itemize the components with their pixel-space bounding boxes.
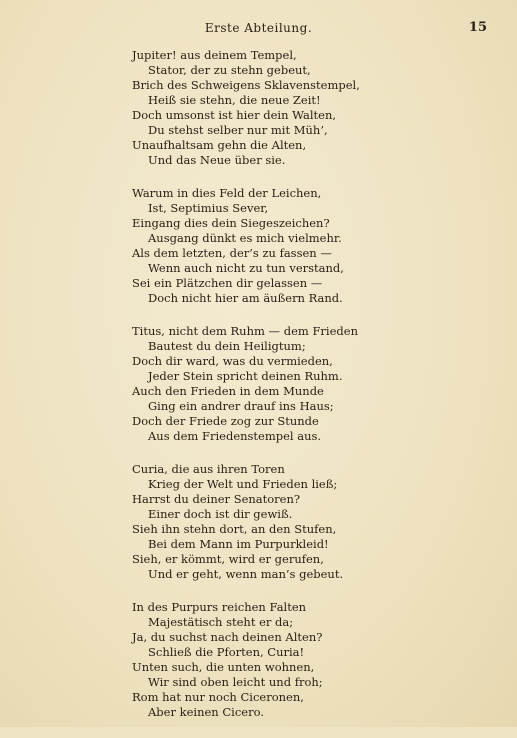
poem-line: Stator, der zu stehn gebeut, [148,63,311,77]
poem-line: Eingang dies dein Siegeszeichen? [132,216,330,230]
poem-line: Rom hat nur noch Ciceronen, [132,690,304,704]
stanza [132,48,392,168]
poem-line: Auch den Frieden in dem Munde [132,384,324,398]
poem-line: Sieh ihn stehn dort, an den Stufen, [132,522,337,536]
poem-line: Krieg der Welt und Frieden ließ; [148,477,338,491]
page-number: 15 [468,20,487,35]
poem-line: Curia, die aus ihren Toren [132,462,285,476]
poem-line: Jupiter! aus deinem Tempel, [132,48,297,62]
poem-line: Wenn auch nicht zu tun verstand, [148,261,344,275]
poem-body [132,48,392,738]
poem-line: Bei dem Mann im Purpurkleid! [148,537,329,551]
poem-line: Titus, nicht dem Ruhm — dem Frieden [132,324,358,338]
poem-line: Bautest du dein Heiligtum; [148,339,306,353]
stanza [132,462,392,582]
poem-line: Als dem letzten, der’s zu fassen — [132,246,332,260]
poem-line: Doch der Friede zog zur Stunde [132,414,319,428]
poem-line: Ging ein andrer drauf ins Haus; [148,399,334,413]
poem-line: Ist, Septimius Sever, [148,201,269,215]
poem-line: Aber keinen Cicero. [148,705,264,719]
poem-line: Brich des Schweigens Sklavenstempel, [132,78,360,92]
poem-line: Ja, du suchst nach deinen Alten? [132,630,323,644]
poem-line: Unaufhaltsam gehn die Alten, [132,138,307,152]
poem-line: Ausgang dünkt es mich vielmehr. [148,231,342,245]
poem-line: Und das Neue über sie. [148,153,286,167]
poem-line: Sei ein Plätzchen dir gelassen — [132,276,323,290]
poem-line: Und er geht, wenn man’s gebeut. [148,567,344,581]
stanza [132,600,392,720]
poem-line: Doch dir ward, was du vermieden, [132,354,333,368]
poem-line: Unten such, die unten wohnen, [132,660,315,674]
running-title: Erste Abteilung. [204,21,313,35]
poem-line: In des Purpurs reichen Falten [132,600,307,614]
poem-line: Majestätisch steht er da; [148,615,294,629]
stanza [132,186,392,306]
poem-line: Du stehst selber nur mit Müh’, [148,123,328,137]
poem-line: Jeder Stein spricht deinen Ruhm. [148,369,343,383]
poem-line: Einer doch ist dir gewiß. [148,507,293,521]
stanza [132,324,392,444]
poem-line: Aus dem Friedenstempel aus. [148,429,322,443]
poem-line: Doch umsonst ist hier dein Walten, [132,108,337,122]
poem-line: Heiß sie stehn, die neue Zeit! [148,93,321,107]
poem-line: Wir sind oben leicht und froh; [148,675,323,689]
poem-line: Harrst du deiner Senatoren? [132,492,301,506]
poem-line: Warum in dies Feld der Leichen, [132,186,322,200]
poem-line: Doch nicht hier am äußern Rand. [148,291,343,305]
poem-line: Schließ die Pforten, Curia! [148,645,305,659]
poem-line: Sieh, er kömmt, wird er gerufen, [132,552,324,566]
